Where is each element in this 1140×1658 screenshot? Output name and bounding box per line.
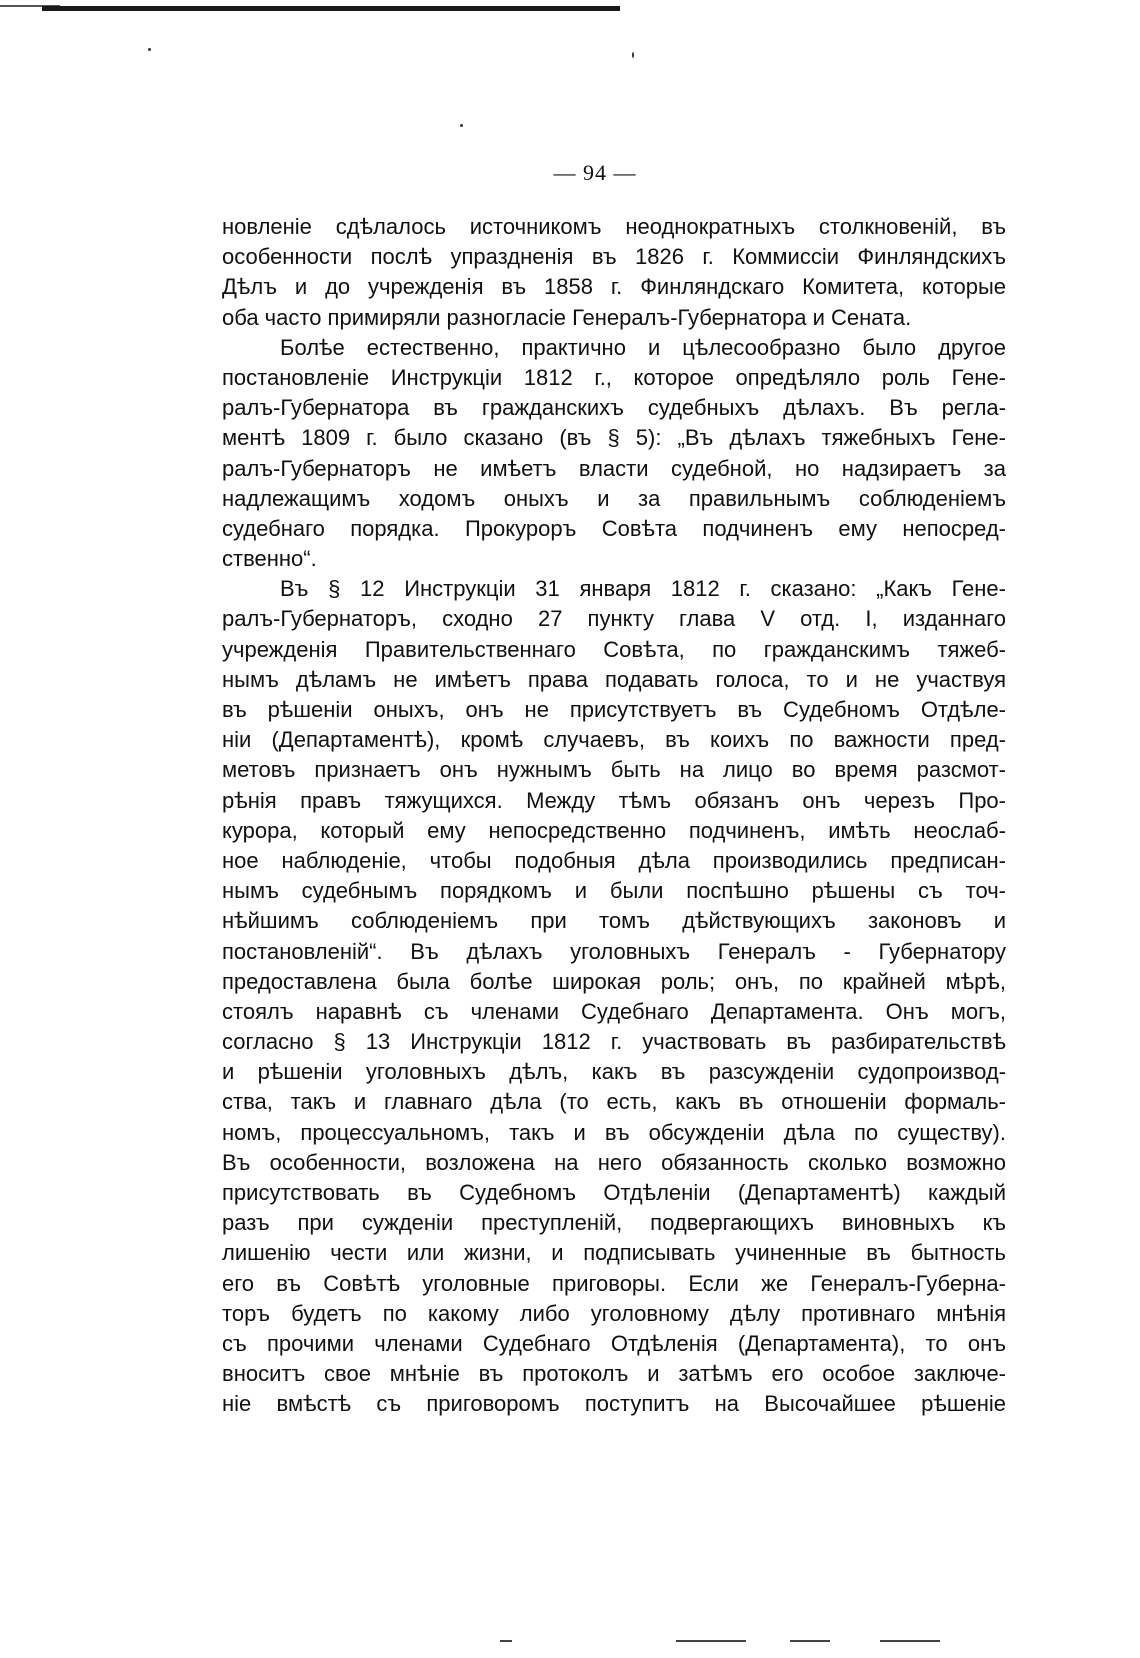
paragraph [222,333,1006,575]
text-line: особенности послѣ упраздненія въ 1826 г. Коммиссіи Финляндскихъ [222,244,1006,270]
text-line: Болѣе естественно, практично и цѣлесообразно было другое [280,334,1006,360]
text-line: вноситъ свое мнѣніе въ протоколъ и затѣмъ его особое заключе- [222,1361,1006,1387]
scan-speck [632,52,634,58]
text-line: Въ особенности, возложена на него обязанность сколько возможно [222,1149,1006,1175]
text-line: новленіе сдѣлалось источникомъ неоднократныхъ столкновеній, въ [222,214,1006,239]
body-text [222,212,1006,1420]
text-line: ное наблюденіе, чтобы подобныя дѣла производились предписан- [222,847,1006,873]
text-line: ралъ-Губернаторъ не имѣетъ власти судебной, но надзираетъ за [222,455,1006,481]
text-line: присутствовать въ Судебномъ Отдѣленіи (Департаментѣ) каждый [222,1180,1006,1205]
text-line: курора, который ему непосредственно подчиненъ, имѣть неослаб- [222,817,1006,843]
text-line: ніе вмѣстѣ съ приговоромъ поступитъ на Высочайшее рѣшеніе [222,1391,1006,1417]
text-line: предоставлена была болѣе широкая роль; онъ, по крайней мѣрѣ, [222,968,1006,994]
paragraph [222,212,1006,333]
text-line: постановленій“. Въ дѣлахъ уголовныхъ Генералъ - Губернатору [222,938,1006,964]
text-line: разъ при сужденіи преступленій, подвергающихъ виновныхъ къ [222,1210,1006,1236]
text-line: номъ, процессуальномъ, такъ и въ обсужденіи дѣла по существу). [222,1119,1006,1145]
text-line: надлежащимъ ходомъ оныхъ и за правильнымъ соблюденіемъ [222,485,1006,511]
text-line: ментѣ 1809 г. было сказано (въ § 5): „Въ дѣлахъ тяжебныхъ Гене- [222,425,1006,451]
text-line: съ прочими членами Судебнаго Отдѣленія (Департамента), то онъ [222,1330,1006,1356]
scan-top-rule [42,6,620,11]
text-line: метовъ признаетъ онъ нужнымъ быть на лицо во время разсмот- [222,757,1006,783]
scan-footer-mark [880,1640,940,1642]
text-line: согласно § 13 Инструкціи 1812 г. участвовать въ разбирательствѣ [222,1029,1006,1055]
scan-speck [148,48,151,51]
scan-footer-mark [500,1640,512,1642]
text-line: ралъ-Губернаторъ, сходно 27 пункту глава V отд. I, изданнаго [222,606,1006,632]
scan-footer-mark [676,1640,746,1642]
text-line: и рѣшеніи уголовныхъ дѣлъ, какъ въ разсужденіи судопроизвод- [222,1059,1006,1085]
text-line: въ рѣшеніи оныхъ, онъ не присутствуетъ въ Судебномъ Отдѣле- [222,697,1006,722]
text-line: ства, такъ и главнаго дѣла (то есть, какъ въ отношеніи формаль- [222,1089,1006,1115]
text-line: учрежденія Правительственнаго Совѣта, по гражданскимъ тяжеб- [222,636,1006,662]
text-line: постановленіе Инструкціи 1812 г., которое опредѣляло роль Гене- [222,364,1006,390]
text-line: рѣнія правъ тяжущихся. Между тѣмъ обязанъ онъ черезъ Про- [222,787,1006,813]
scan-footer-mark [790,1640,830,1642]
paragraph [222,574,1006,1419]
text-line: торъ будетъ по какому либо уголовному дѣлу противнаго мнѣнія [222,1300,1006,1326]
text-line: стоялъ наравнѣ съ членами Судебнаго Департамента. Онъ могъ, [222,998,1006,1024]
text-line: ралъ-Губернатора въ гражданскихъ судебныхъ дѣлахъ. Въ регла- [222,395,1006,421]
text-line: его въ Совѣтѣ уголовные приговоры. Если же Генералъ-Губерна- [222,1270,1006,1296]
text-line: нымъ дѣламъ не имѣетъ права подавать голоса, то и не участвуя [222,666,1006,692]
text-line: ственно“. [222,546,317,572]
text-line: ніи (Департаментѣ), кромѣ случаевъ, въ коихъ по важности пред- [222,727,1006,753]
text-line: Въ § 12 Инструкціи 31 января 1812 г. сказано: „Какъ Гене- [280,576,1006,602]
text-line: нымъ судебнымъ порядкомъ и были поспѣшно рѣшены съ точ- [222,878,1006,904]
text-line: судебнаго порядка. Прокуроръ Совѣта подчиненъ ему непосред- [222,515,1006,541]
scan-speck [460,124,463,127]
text-line: оба часто примиряли разногласіе Генералъ-Губернатора и Сената. [222,304,912,330]
text-line: нѣйшимъ соблюденіемъ при томъ дѣйствующихъ законовъ и [222,908,1006,934]
text-line: Дѣлъ и до учрежденія въ 1858 г. Финляндскаго Комитета, которые [222,274,1006,300]
page-number: — 94 — [553,160,637,185]
text-line: лишенію чести или жизни, и подписывать учиненные въ бытность [222,1240,1006,1266]
